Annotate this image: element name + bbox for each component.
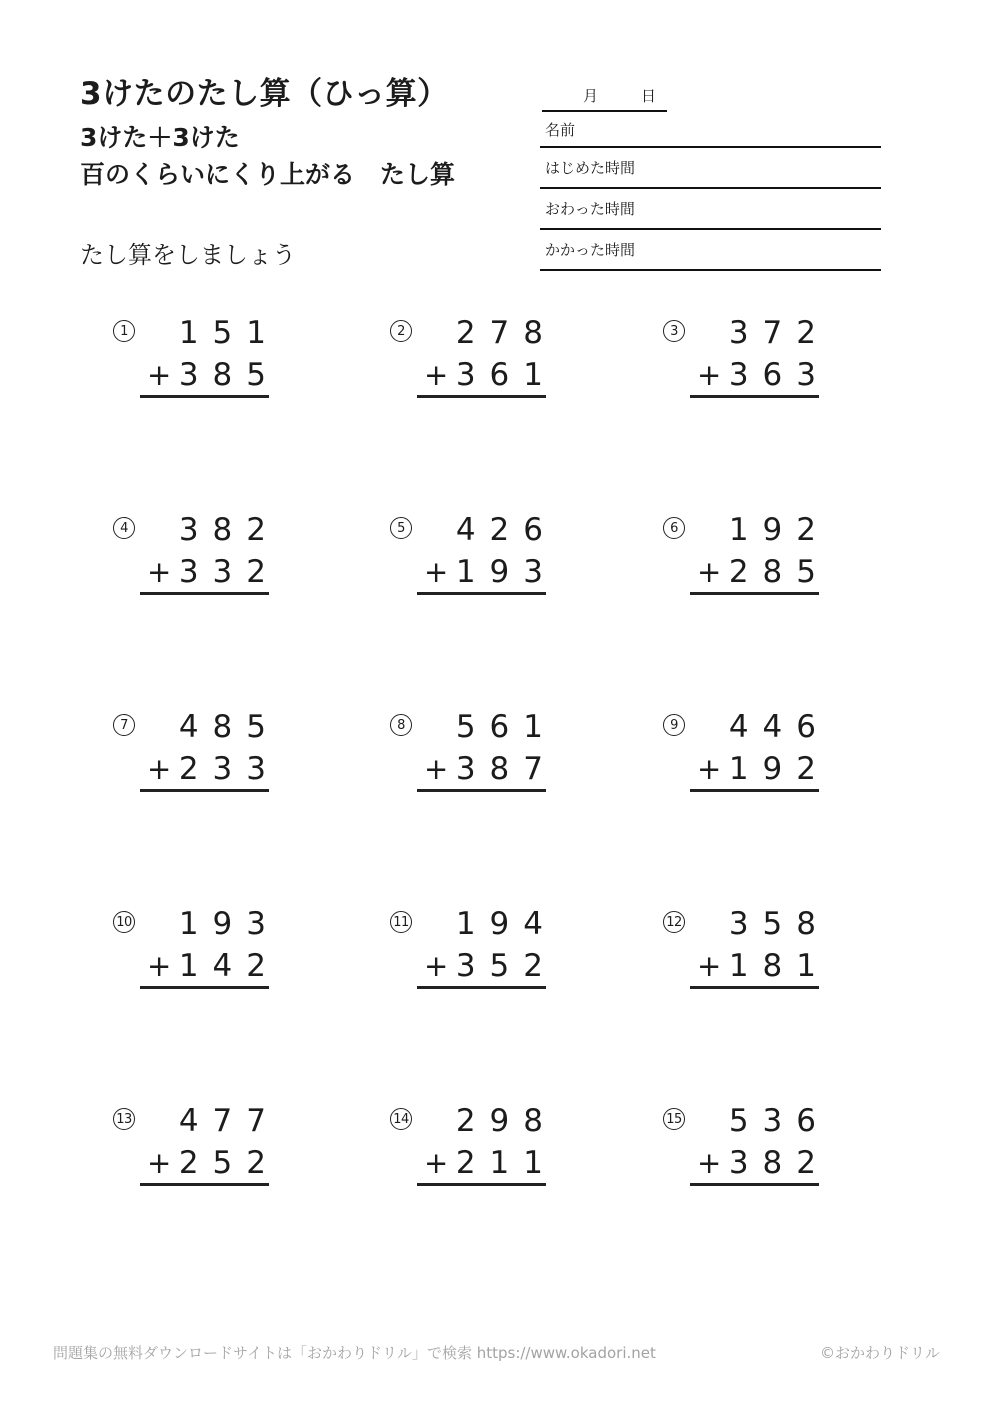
- plus-sign: +: [424, 949, 449, 983]
- plus-sign: +: [697, 752, 722, 786]
- plus-sign: +: [697, 358, 722, 392]
- addend-bottom: 211: [455, 1145, 557, 1181]
- problem-4: [113, 512, 390, 595]
- column-addition: [690, 1103, 830, 1186]
- plus-sign: +: [424, 358, 449, 392]
- addend-top: 382: [178, 512, 280, 548]
- column-addition: [417, 512, 557, 595]
- problem-13: [113, 1103, 390, 1186]
- elapsed-time-field: [540, 230, 881, 271]
- problem-number: 13: [113, 1108, 135, 1130]
- addend-top: 426: [455, 512, 557, 548]
- problem-9: [663, 709, 830, 792]
- problems-grid: [113, 315, 830, 1186]
- addend-bottom: 387: [455, 751, 557, 787]
- addend-bottom: 142: [178, 948, 280, 984]
- problem-number: 11: [390, 911, 412, 933]
- addend-top: 192: [728, 512, 830, 548]
- end-time-field: [540, 189, 881, 230]
- problem-number: 6: [663, 517, 685, 539]
- addend-bottom: 233: [178, 751, 280, 787]
- plus-sign: +: [147, 358, 172, 392]
- problem-11: [390, 906, 663, 989]
- column-addition: [140, 315, 280, 398]
- problem-1: [113, 315, 390, 398]
- page-title: 3けたのたし算（ひっ算）: [80, 76, 449, 112]
- date-field: [542, 80, 667, 112]
- addend-bottom: 252: [178, 1145, 280, 1181]
- addend-top: 193: [178, 906, 280, 942]
- addend-top: 194: [455, 906, 557, 942]
- name-field: [540, 112, 881, 148]
- problem-number: 9: [663, 714, 685, 736]
- column-addition: [690, 315, 830, 398]
- addend-top: 298: [455, 1103, 557, 1139]
- plus-sign: +: [697, 1146, 722, 1180]
- problem-number: 15: [663, 1108, 685, 1130]
- problem-number: 4: [113, 517, 135, 539]
- start-time-field: [540, 148, 881, 189]
- problem-number: 5: [390, 517, 412, 539]
- addend-bottom: 361: [455, 357, 557, 393]
- problem-12: [663, 906, 830, 989]
- problem-8: [390, 709, 663, 792]
- problem-number: 8: [390, 714, 412, 736]
- student-info-form: [540, 80, 881, 271]
- end-time-label: おわった時間: [545, 200, 635, 218]
- plus-sign: +: [147, 1146, 172, 1180]
- addend-bottom: 181: [728, 948, 830, 984]
- problem-number: 14: [390, 1108, 412, 1130]
- problem-5: [390, 512, 663, 595]
- problem-15: [663, 1103, 830, 1186]
- plus-sign: +: [424, 752, 449, 786]
- addend-bottom: 382: [728, 1145, 830, 1181]
- plus-sign: +: [697, 949, 722, 983]
- footer-site-text: 問題集の無料ダウンロードサイトは「おかわりドリル」で検索 https://www.okadori.net: [53, 1344, 656, 1362]
- start-time-label: はじめた時間: [545, 159, 636, 177]
- column-addition: [140, 512, 280, 595]
- problem-number: 10: [113, 911, 135, 933]
- column-addition: [690, 906, 830, 989]
- page-subtitle-carry: 百のくらいにくり上がる たし算: [80, 160, 456, 189]
- addend-top: 446: [728, 709, 830, 745]
- addend-bottom: 192: [728, 751, 830, 787]
- column-addition: [417, 709, 557, 792]
- problem-3: [663, 315, 830, 398]
- instruction-text: たし算をしましょう: [80, 241, 296, 269]
- plus-sign: +: [147, 949, 172, 983]
- addend-top: 477: [178, 1103, 280, 1139]
- problem-number: 7: [113, 714, 135, 736]
- column-addition: [140, 709, 280, 792]
- addend-top: 561: [455, 709, 557, 745]
- column-addition: [417, 906, 557, 989]
- name-label: 名前: [545, 120, 576, 139]
- column-addition: [140, 1103, 280, 1186]
- month-label: 月: [583, 86, 599, 105]
- addend-bottom: 352: [455, 948, 557, 984]
- problem-10: [113, 906, 390, 989]
- problem-14: [390, 1103, 663, 1186]
- page-footer: [53, 1342, 940, 1363]
- problem-number: 1: [113, 320, 135, 342]
- addend-bottom: 193: [455, 554, 557, 590]
- problem-number: 3: [663, 320, 685, 342]
- addend-top: 151: [178, 315, 280, 351]
- column-addition: [140, 906, 280, 989]
- problem-7: [113, 709, 390, 792]
- column-addition: [690, 512, 830, 595]
- plus-sign: +: [697, 555, 722, 589]
- addend-top: 536: [728, 1103, 830, 1139]
- plus-sign: +: [424, 1146, 449, 1180]
- addend-bottom: 332: [178, 554, 280, 590]
- day-label: 日: [641, 86, 657, 105]
- addend-bottom: 285: [728, 554, 830, 590]
- plus-sign: +: [147, 555, 172, 589]
- addend-bottom: 363: [728, 357, 830, 393]
- problem-2: [390, 315, 663, 398]
- addend-bottom: 385: [178, 357, 280, 393]
- problem-number: 12: [663, 911, 685, 933]
- addend-top: 358: [728, 906, 830, 942]
- column-addition: [417, 1103, 557, 1186]
- page-subtitle-digits: 3けた＋3けた: [80, 123, 240, 152]
- plus-sign: +: [424, 555, 449, 589]
- addend-top: 485: [178, 709, 280, 745]
- footer-copyright: ©おかわりドリル: [819, 1344, 940, 1362]
- column-addition: [690, 709, 830, 792]
- elapsed-time-label: かかった時間: [545, 241, 636, 259]
- problem-6: [663, 512, 830, 595]
- problem-number: 2: [390, 320, 412, 342]
- column-addition: [417, 315, 557, 398]
- plus-sign: +: [147, 752, 172, 786]
- addend-top: 372: [728, 315, 830, 351]
- addend-top: 278: [455, 315, 557, 351]
